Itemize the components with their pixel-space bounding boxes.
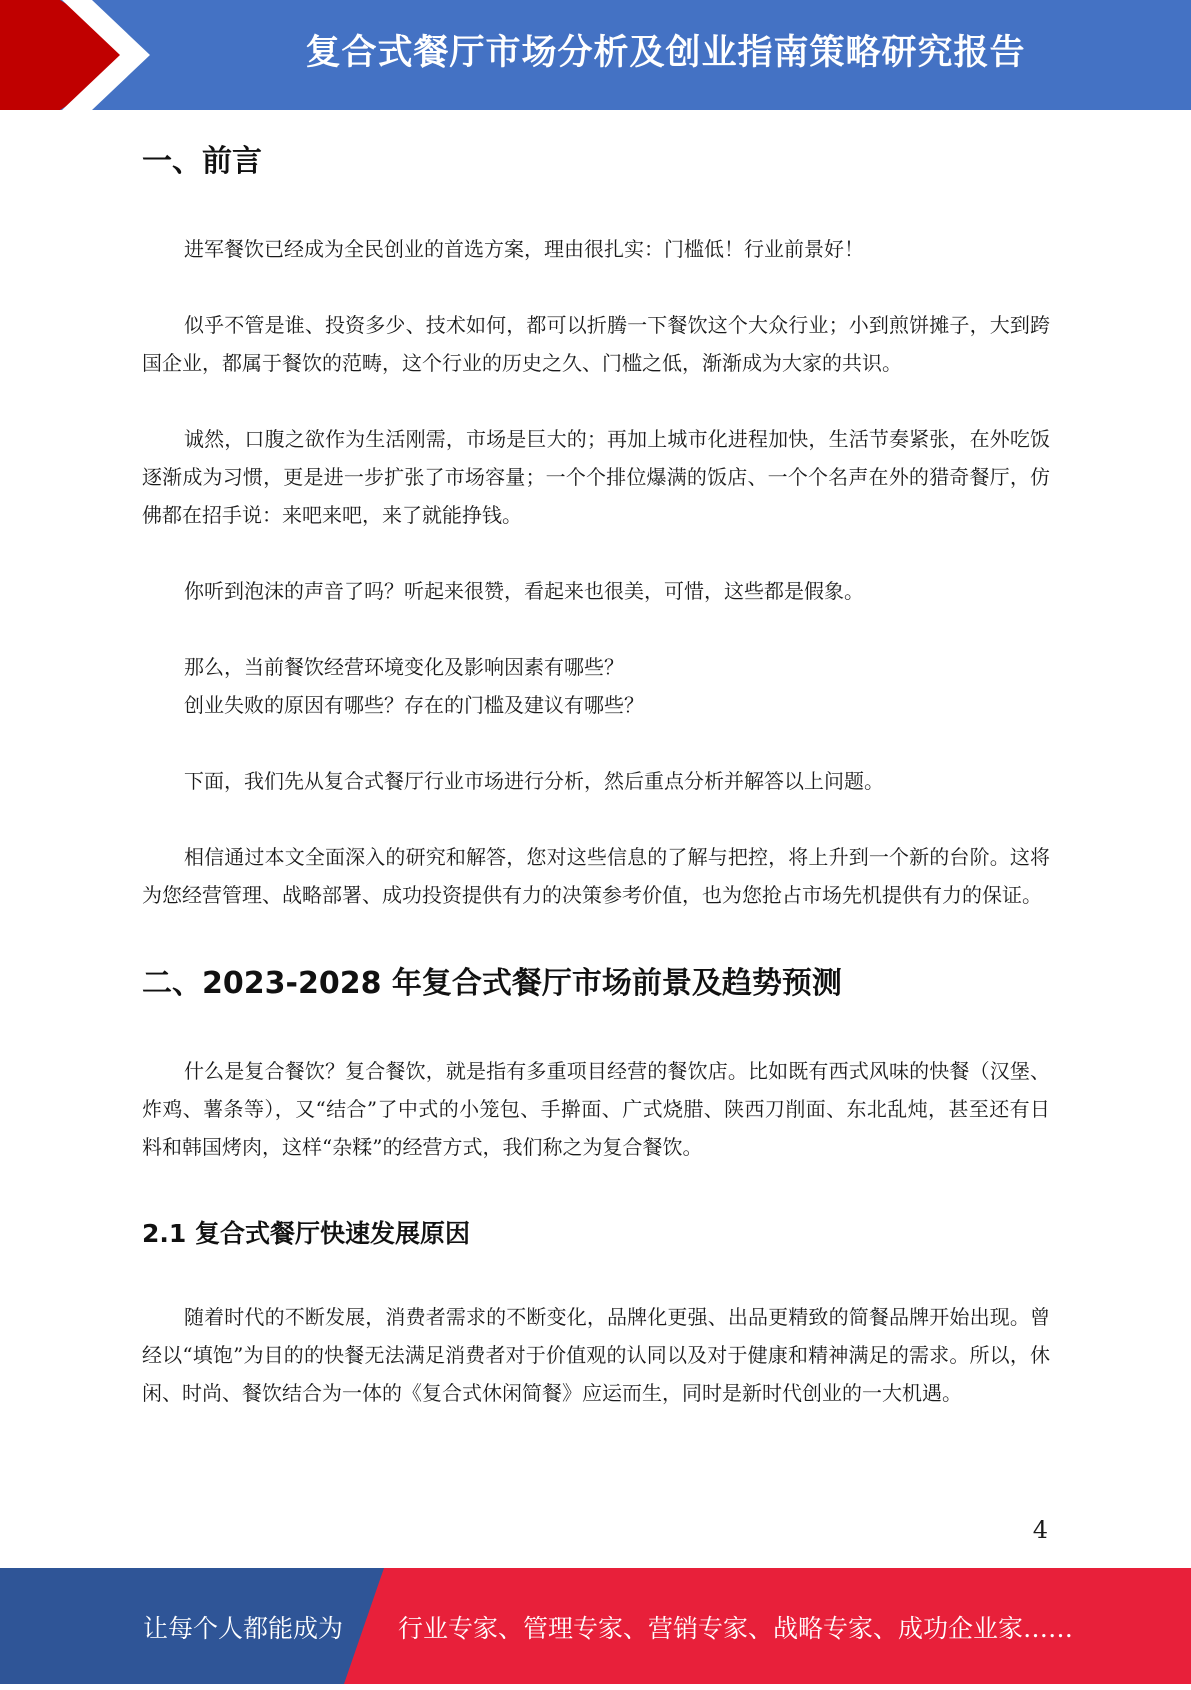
paragraph: 创业失败的原因有哪些？存在的门槛及建议有哪些？ bbox=[184, 693, 644, 717]
paragraph: 进军餐饮已经成为全民创业的首选方案，理由很扎实：门槛低！行业前景好！ bbox=[184, 237, 864, 261]
report-title: 复合式餐厅市场分析及创业指南策略研究报告 bbox=[305, 33, 1026, 73]
paragraph: 诚然，口腹之欲作为生活刚需，市场是巨大的；再加上城市化进程加快，生活节奏紧张，在外吃饭逐渐成为习惯，更是进一步扩张了市场容量；一个个排位爆满的饭店、一个个名声在外的猎奇餐厅，仿佛都在招手说：来吧来吧，来了就能挣钱。 bbox=[142, 427, 1050, 527]
page-footer bbox=[0, 1568, 1191, 1684]
footer-slogan-left: 让每个人都能成为 bbox=[143, 1614, 344, 1643]
paragraph: 随着时代的不断发展，消费者需求的不断变化，品牌化更强、出品更精致的简餐品牌开始出现。曾经以“填饱”为目的的快餐无法满足消费者对于价值观的认同以及对于健康和精神满足的需求。所以，休闲、时尚、餐饮结合为一体的《复合式休闲简餐》应运而生，同时是新时代创业的一大机遇。 bbox=[142, 1305, 1050, 1405]
paragraph: 什么是复合餐饮？复合餐饮，就是指有多重项目经营的餐饮店。比如既有西式风味的快餐（汉堡、炸鸡、薯条等），又“结合”了中式的小笼包、手擀面、广式烧腊、陕西刀削面、东北乱炖，甚至还有日料和韩国烤肉，这样“杂糅”的经营方式，我们称之为复合餐饮。 bbox=[142, 1059, 1050, 1159]
subsection-title-growth-reasons: 2.1 复合式餐厅快速发展原因 bbox=[142, 1219, 470, 1248]
section-title-preface: 一、前言 bbox=[142, 144, 262, 179]
paragraph: 似乎不管是谁、投资多少、技术如何，都可以折腾一下餐饮这个大众行业；小到煎饼摊子，大到跨国企业，都属于餐饮的范畴，这个行业的历史之久、门槛之低，渐渐成为大家的共识。 bbox=[142, 313, 1050, 375]
page-header bbox=[0, 0, 1191, 110]
section-title-market-forecast: 二、2023-2028 年复合式餐厅市场前景及趋势预测 bbox=[142, 966, 842, 1001]
page-number: 4 bbox=[1032, 1516, 1048, 1544]
page-content bbox=[142, 128, 1050, 1412]
paragraph: 你听到泡沫的声音了吗？听起来很赞，看起来也很美，可惜，这些都是假象。 bbox=[184, 579, 864, 603]
paragraph: 下面，我们先从复合式餐厅行业市场进行分析，然后重点分析并解答以上问题。 bbox=[184, 769, 884, 793]
footer-slogan-right: 行业专家、管理专家、营销专家、战略专家、成功企业家…… bbox=[398, 1614, 1074, 1643]
paragraph: 相信通过本文全面深入的研究和解答，您对这些信息的了解与把控，将上升到一个新的台阶。这将为您经营管理、战略部署、成功投资提供有力的决策参考价值，也为您抢占市场先机提供有力的保证。 bbox=[142, 845, 1050, 907]
paragraph: 那么，当前餐饮经营环境变化及影响因素有哪些？ bbox=[184, 655, 624, 679]
